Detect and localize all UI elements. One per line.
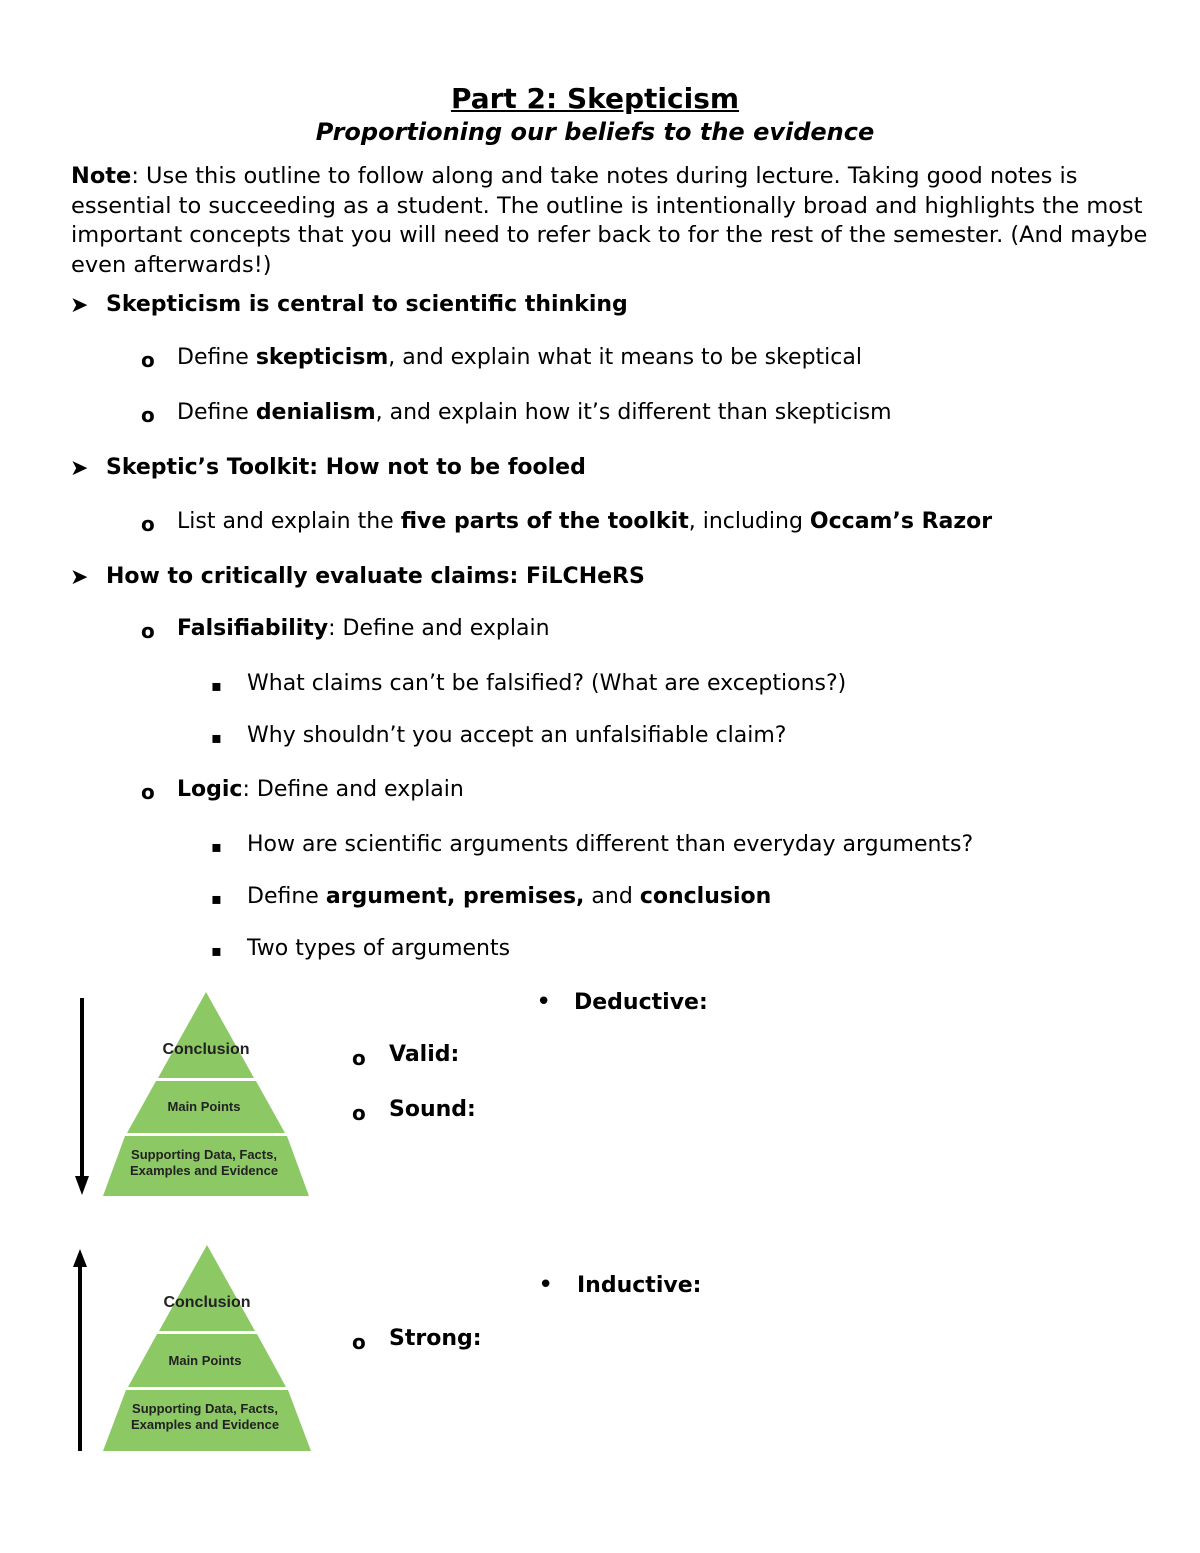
- note-text: : Use this outline to follow along and take notes during lecture. Taking good notes is essential to succeeding as a student. The outline is intentionally broad and highlights the most important concepts that you will need to refer back to for the rest of the semester. (And maybe even afterwards!): [71, 163, 1148, 278]
- question-why-not-accept: Why shouldn’t you accept an unfalsifiable claim?: [247, 723, 787, 748]
- deductive-pyramid-figure: [70, 990, 315, 1200]
- pyramid-main-points-label: Main Points: [167, 1099, 241, 1114]
- circle-bullet-icon: o: [141, 512, 155, 536]
- inductive-pyramid-figure: [70, 1243, 315, 1455]
- note-paragraph: [71, 162, 1151, 280]
- pyramid-top-tier: [158, 992, 254, 1078]
- inductive-heading: Inductive:: [577, 1273, 702, 1298]
- section-heading-filchers: How to critically evaluate claims: FiLCHeRS: [106, 564, 645, 589]
- page-title: Part 2: Skepticism: [450, 82, 740, 115]
- valid-label: Valid:: [389, 1042, 460, 1067]
- strong-label: Strong:: [389, 1326, 482, 1351]
- item-toolkit-parts: List and explain the five parts of the toolkit, including Occam’s Razor: [177, 509, 993, 534]
- dot-bullet-icon: •: [538, 1270, 554, 1300]
- section-heading-toolkit: Skeptic’s Toolkit: How not to be fooled: [106, 455, 586, 480]
- sound-label: Sound:: [389, 1097, 476, 1122]
- circle-bullet-icon: o: [352, 1330, 366, 1354]
- pyramid-bottom-label-2: Examples and Evidence: [129, 1163, 279, 1178]
- arrow-bullet-icon: ➤: [70, 456, 89, 481]
- pyramid-bottom-label-1: Supporting Data, Facts,: [132, 1401, 278, 1416]
- circle-bullet-icon: o: [141, 619, 155, 643]
- question-two-types: Two types of arguments: [247, 936, 511, 961]
- question-unfalsifiable-claims: What claims can’t be falsified? (What are exceptions?): [247, 671, 847, 696]
- square-bullet-icon: ▪: [211, 941, 222, 960]
- item-define-denialism: Define denialism, and explain how it’s different than skepticism: [177, 400, 892, 425]
- square-bullet-icon: ▪: [211, 889, 222, 908]
- square-bullet-icon: ▪: [211, 837, 222, 856]
- arrow-bullet-icon: ➤: [70, 565, 89, 590]
- pyramid-bottom-label-2: Examples and Evidence: [130, 1417, 280, 1432]
- dot-bullet-icon: •: [536, 987, 552, 1017]
- page-subtitle: Proportioning our beliefs to the evidence: [315, 118, 875, 146]
- pyramid-bottom-label-1: Supporting Data, Facts,: [131, 1147, 277, 1162]
- item-logic: Logic: Define and explain: [177, 777, 464, 802]
- circle-bullet-icon: o: [352, 1101, 366, 1125]
- arrow-bullet-icon: ➤: [70, 293, 89, 318]
- square-bullet-icon: ▪: [211, 676, 222, 695]
- section-heading-skepticism: Skepticism is central to scientific thinking: [106, 292, 628, 317]
- pyramid-conclusion-label: Conclusion: [162, 1041, 250, 1058]
- square-bullet-icon: ▪: [211, 728, 222, 747]
- circle-bullet-icon: o: [141, 780, 155, 804]
- item-define-skepticism: Define skepticism, and explain what it means to be skeptical: [177, 345, 862, 370]
- item-falsifiability: Falsifiability: Define and explain: [177, 616, 550, 641]
- question-scientific-vs-everyday: How are scientific arguments different than everyday arguments?: [247, 832, 974, 857]
- pyramid-top-tier: [159, 1245, 255, 1331]
- deductive-heading: Deductive:: [574, 990, 708, 1015]
- note-label: Note: [71, 163, 132, 189]
- question-define-argument: Define argument, premises, and conclusion: [247, 884, 772, 909]
- circle-bullet-icon: o: [141, 403, 155, 427]
- circle-bullet-icon: o: [141, 348, 155, 372]
- down-arrow-icon: [75, 1176, 89, 1195]
- circle-bullet-icon: o: [352, 1046, 366, 1070]
- pyramid-main-points-label: Main Points: [168, 1353, 242, 1368]
- pyramid-conclusion-label: Conclusion: [163, 1294, 251, 1311]
